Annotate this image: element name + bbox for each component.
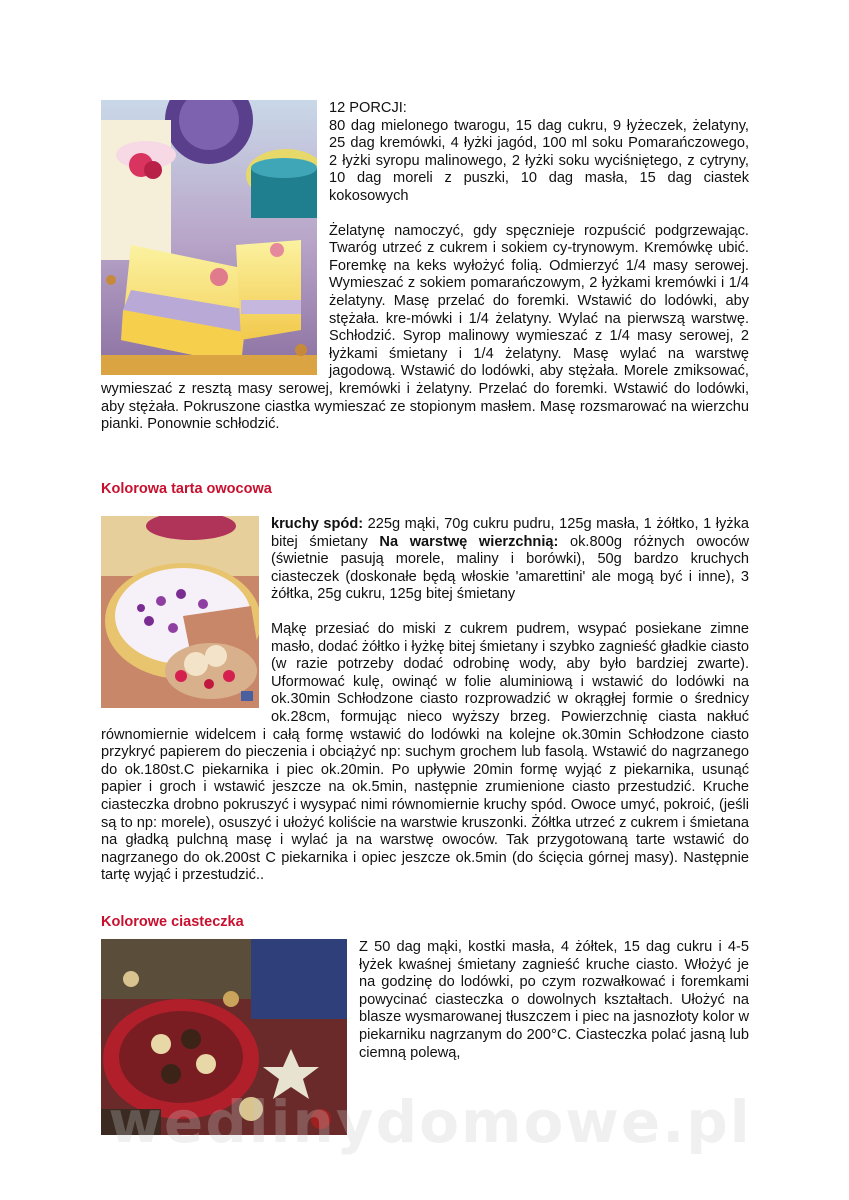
recipe-3-title: Kolorowe ciasteczka <box>101 914 244 930</box>
recipe-3-method: Z 50 dag mąki, kostki masła, 4 żółtek, 15 dag cukru i 4-5 łyżek kwaśnej śmietany zagnieść kruche ciasto. Włożyć je na godzinę do lodówki, po czym rozwałkować i foremkami powycinać ciasteczka o dowolnych kształtach. Ułożyć na blasze wysmarowanej tłuszczem i piec na jasnozłoty kolor w piekarniku nagrzanym do 200°C. Ciasteczka polać jasną lub ciemną polewą, <box>359 939 749 1061</box>
recipe-2-method: Mąkę przesiać do miski z cukrem pudrem, wsypać posiekane zimne masło, dodać żółtko i łyżkę bitej śmietany i szybko zagnieść gładkie ciasto (w razie potrzeby dodać odrobinę wody, aby było bardziej zwarte). Uformować kulę, owinąć w folie aluminiową i wstawić do lodówki na ok.30min Schłodzone ciasto rozprowadzić w okrągłej formie o średnicy ok.28cm, formując nieco wyższy brzeg. Powierzchnię ciasta nakłuć równomiernie widelcem i całą formę wstawić do lodówki na kolejne ok.30min Schłodzone ciasto przykryć papierem do pieczenia i obciążyć np: suchym grochem lub fasolą. Wstawić do nagrzanego do ok.180st.C piekarnika i piec ok.20min. Po upływie 20min formę wyjąć z piekarnika, usunąć papier i groch i wstawić jeszcze na ok.5min, następnie zrumienione ciasto przestudzić. Kruche ciasteczka drobno pokruszyć i wysypać nimi równomiernie kruchy spód. Owoce umyć, pokroić, (jeśli są to np: morele), osuszyć i ułożyć koliście na warstwie kruszonki. Żółtka utrzeć z cukrem i śmietana na gładką pulchną masę i wylać ja na warstwę owoców. Tak przygotowaną tarte wstawić do nagrzanego do ok.200st C piekarnika i opiec jeszcze ok.5min (do ścięcia górnej masy). Następnie tartę wyjąć i przestudzić.. <box>101 620 749 884</box>
tart-image <box>101 516 259 708</box>
recipe-1 <box>101 100 749 434</box>
cookies-image <box>101 939 347 1135</box>
recipe-2 <box>101 516 749 885</box>
servings-line: 12 PORCJI: <box>329 100 407 116</box>
recipe-1-method: Żelatynę namoczyć, gdy spęcznieje rozpuścić podgrzewając. Twaróg utrzeć z cukrem i sokiem cy-trynowym. Kremówkę ubić. Foremkę na keks wyłożyć folią. Odmierzyć 1/4 masy serowej. Wymieszać z sokiem pomarańczowym, 2 łyżkami kremówki i 1/4 żelatyny. Masę przelać do foremki. Wstawić do lodówki, aby stężała. kre-mówki i 1/4 żelatyny. Wylać na pierwszą warstwę. Schłodzić. Syrop malinowy wymieszać z 1/4 masy serowej, 2 łyżkami śmietany i 1/4 żelatyny. Masę wylać na warstwę jagodową. Wstawić do lodówki, aby stężała. Morele zmiksować, wymieszać z resztą masy serowej, kremówki i żelatyny. Przelać do foremki. Wstawić do lodówki, aby stężała. Pokruszone ciastka wymieszać ze stopionym masłem. Masę rozsmarować na wierzchu pianki. Ponownie schłodzić. <box>101 222 749 433</box>
base-text: 225g mąki, 70g cukru pudru, 125g masła, 1 żółtko, 1 łyżka bitej śmietany <box>271 516 749 550</box>
layered-cheesecake-photo <box>101 100 317 375</box>
topping-label: Na warstwę wierzchnią: <box>379 533 559 550</box>
recipe-2-title: Kolorowa tarta owocowa <box>101 481 272 497</box>
base-label: kruchy spód: <box>271 516 364 532</box>
recipe-3 <box>101 939 749 1139</box>
site-watermark: wedlinydomowe.pl <box>108 1088 752 1156</box>
fruit-tart-photo <box>101 516 259 708</box>
recipe-1-ingredients: 80 dag mielonego twarogu, 15 dag cukru, 9 łyżeczek, żelatyny, 25 dag kremówki, 4 łyżki jagód, 100 ml soku Pomarańczowego, 2 łyżki syropu malinowego, 2 łyżki soku wyciśniętego, z cytryny, 10 dag moreli z puszki, 10 dag masła, 15 dag ciastek kokosowych <box>329 117 749 204</box>
cookies-photo <box>101 939 347 1135</box>
cheesecake-image <box>101 100 317 375</box>
topping-text: ok.800g różnych owoców (świetnie pasują morele, maliny i borówki), 50g bardzo kruchych ciasteczek (doskonałe będą włoskie 'amarettini' ale mogą być i inne), 3 żółtka, 25g cukru, 125g bitej śmietany <box>271 533 750 603</box>
